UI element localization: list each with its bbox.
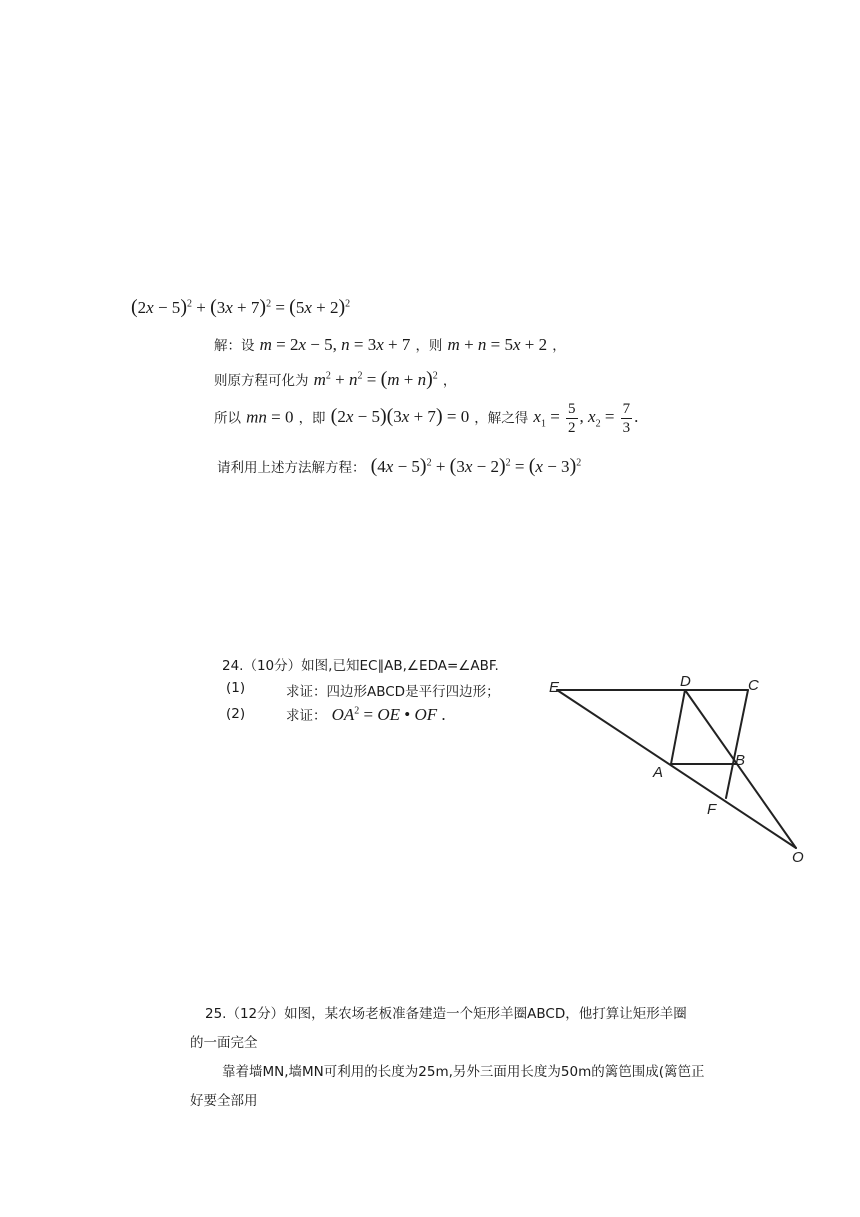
segment-cb-f bbox=[726, 690, 748, 798]
solutions: $x_1$ = $\frac{5}{2}$ , $x_2$ = $\frac{7}{3}$ . bbox=[533, 401, 639, 436]
substitution: m = 2x − 5, n = 3x + 7 bbox=[259, 335, 411, 354]
solution-line-2 bbox=[214, 368, 456, 391]
solution-line-1-mid: ，则 bbox=[415, 338, 443, 354]
solution-line-1-prefix: 解：设 bbox=[214, 338, 255, 354]
label-f: F bbox=[707, 801, 717, 818]
label-o: O bbox=[792, 849, 804, 866]
problem-24-part1-num: (1) bbox=[226, 680, 246, 696]
label-a: A bbox=[653, 764, 664, 781]
mn-zero: mn = 0 bbox=[246, 407, 294, 427]
problem-24-part2-math: $OA^2$ = OE • OF . bbox=[331, 705, 446, 724]
solution-line-3-mid: ，即 bbox=[298, 410, 326, 427]
problem-24-part2 bbox=[286, 704, 446, 725]
geometry-figure bbox=[540, 666, 820, 876]
label-b: B bbox=[735, 752, 746, 769]
problem-24-part2-num: (2) bbox=[226, 706, 246, 722]
sum-expression: m + n = 5x + 2 bbox=[447, 335, 548, 354]
segment-dc-side-da bbox=[671, 690, 685, 764]
given-equation: $(2x - 5)^2 + (3x + 7)^2 = (5x + 2)^2$ bbox=[131, 296, 351, 318]
problem-24-part1-text: 求证：四边形ABCD是平行四边形； bbox=[286, 684, 500, 700]
segment-do bbox=[685, 690, 796, 848]
solution-line-1-end: ， bbox=[552, 338, 566, 354]
solution-line-2-prefix: 则原方程可化为 bbox=[214, 373, 309, 389]
solution-line-2-end: ， bbox=[442, 373, 457, 389]
problem-25-line3: 靠着墙MN,墙MN可利用的长度为25m,另外三面用长度为50m的篱笆围成(篱笆正 bbox=[222, 1064, 705, 1080]
task-prefix: 请利用上述方法解方程： bbox=[217, 460, 366, 476]
solution-line-3-mid2: ，解之得 bbox=[474, 410, 529, 427]
problem-24-part2-label: 求证： bbox=[286, 708, 327, 724]
problem-25-line4: 好要全部用 bbox=[190, 1093, 258, 1109]
label-c: C bbox=[748, 677, 759, 694]
label-d: D bbox=[680, 673, 691, 690]
task-line bbox=[217, 455, 581, 478]
solution-line-1 bbox=[214, 334, 566, 355]
solution-line-3 bbox=[214, 400, 638, 437]
segment-eo bbox=[557, 690, 796, 848]
problem-25-line2: 的一面完全 bbox=[190, 1035, 258, 1051]
factored-equation: (2x − 5)(3x + 7) = 0 bbox=[330, 405, 470, 428]
problem-25-line1: 25.（12分）如图，某农场老板准备建造一个矩形羊圈ABCD，他打算让矩形羊圈 bbox=[205, 1006, 687, 1022]
task-equation: $(4x - 5)^2 + (3x - 2)^2 = (x - 3)^2$ bbox=[370, 455, 582, 477]
solution-line-3-prefix: 所以 bbox=[214, 410, 241, 427]
transformed-equation: $m^2 + n^2 = (m + n)^2$ bbox=[313, 368, 438, 390]
label-e: E bbox=[549, 679, 560, 696]
problem-24-header: 24.（10分）如图,已知EC∥AB,∠EDA=∠ABF. bbox=[222, 658, 499, 674]
